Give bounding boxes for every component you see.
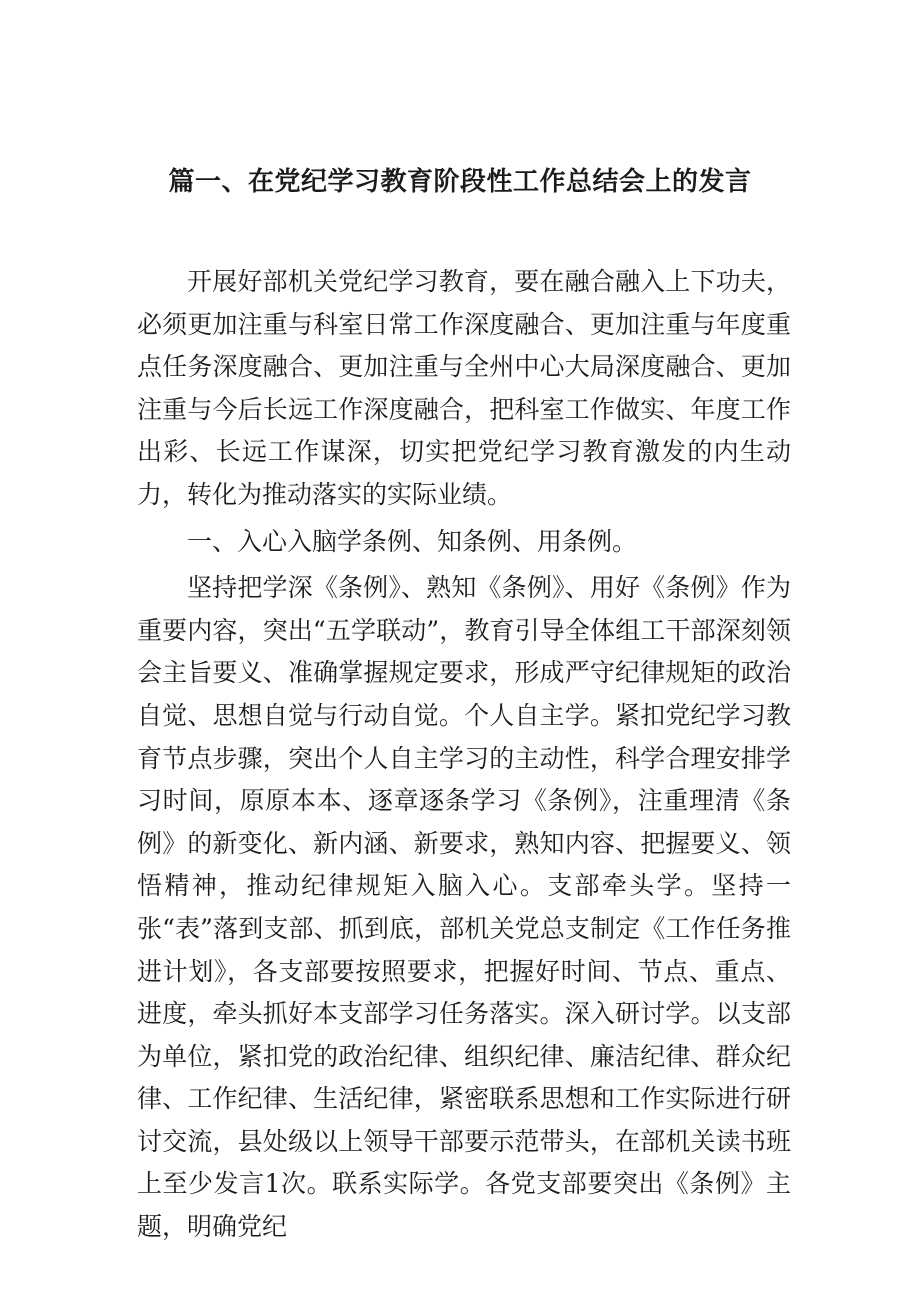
paragraph-section-1: 坚持把学深《条例》、熟知《条例》、用好《条例》作为重要内容，突出“五学联动”，教育引导全体组工干部深刻领会主旨要义、准确掌握规定要求，形成严守纪律规矩的政治自觉、思想自觉与行动自觉。个人自主学。紧扣党纪学习教育节点步骤，突出个人自主学习的主动性，科学合理安排学习时间，原原本本、逐章逐条学习《条例》，注重理清《条例》的新变化、新内涵、新要求，熟知内容、把握要义、领悟精神，推动纪律规矩入脑入心。支部牵头学。坚持一张“表”落到支部、抓到底，部机关党总支制定《工作任务推进计划》，各支部要按照要求，把握好时间、节点、重点、进度，牵头抓好本支部学习任务落实。深入研讨学。以支部为单位，紧扣党的政治纪律、组织纪律、廉洁纪律、群众纪律、工作纪律、生活纪律，紧密联系思想和工作实际进行研讨交流，县处级以上领导干部要示范带头，在部机关读书班上至少发言1次。联系实际学。各党支部要突出《条例》主题，明确党纪: [137, 573, 791, 1242]
paragraph-intro: 开展好部机关党纪学习教育，要在融合融入上下功夫，必须更加注重与科室日常工作深度融合、更加注重与年度重点任务深度融合、更加注重与全州中心大局深度融合、更加注重与今后长远工作深度融合，把科室工作做实、年度工作出彩、长远工作谋深，切实把党纪学习教育激发的内生动力，转化为推动落实的实际业绩。: [137, 267, 791, 509]
section-heading-1: 一、入心入脑学条例、知条例、用条例。: [187, 526, 638, 556]
document-title: 篇一、在党纪学习教育阶段性工作总结会上的发言: [168, 167, 752, 197]
document-body: [137, 261, 791, 1249]
